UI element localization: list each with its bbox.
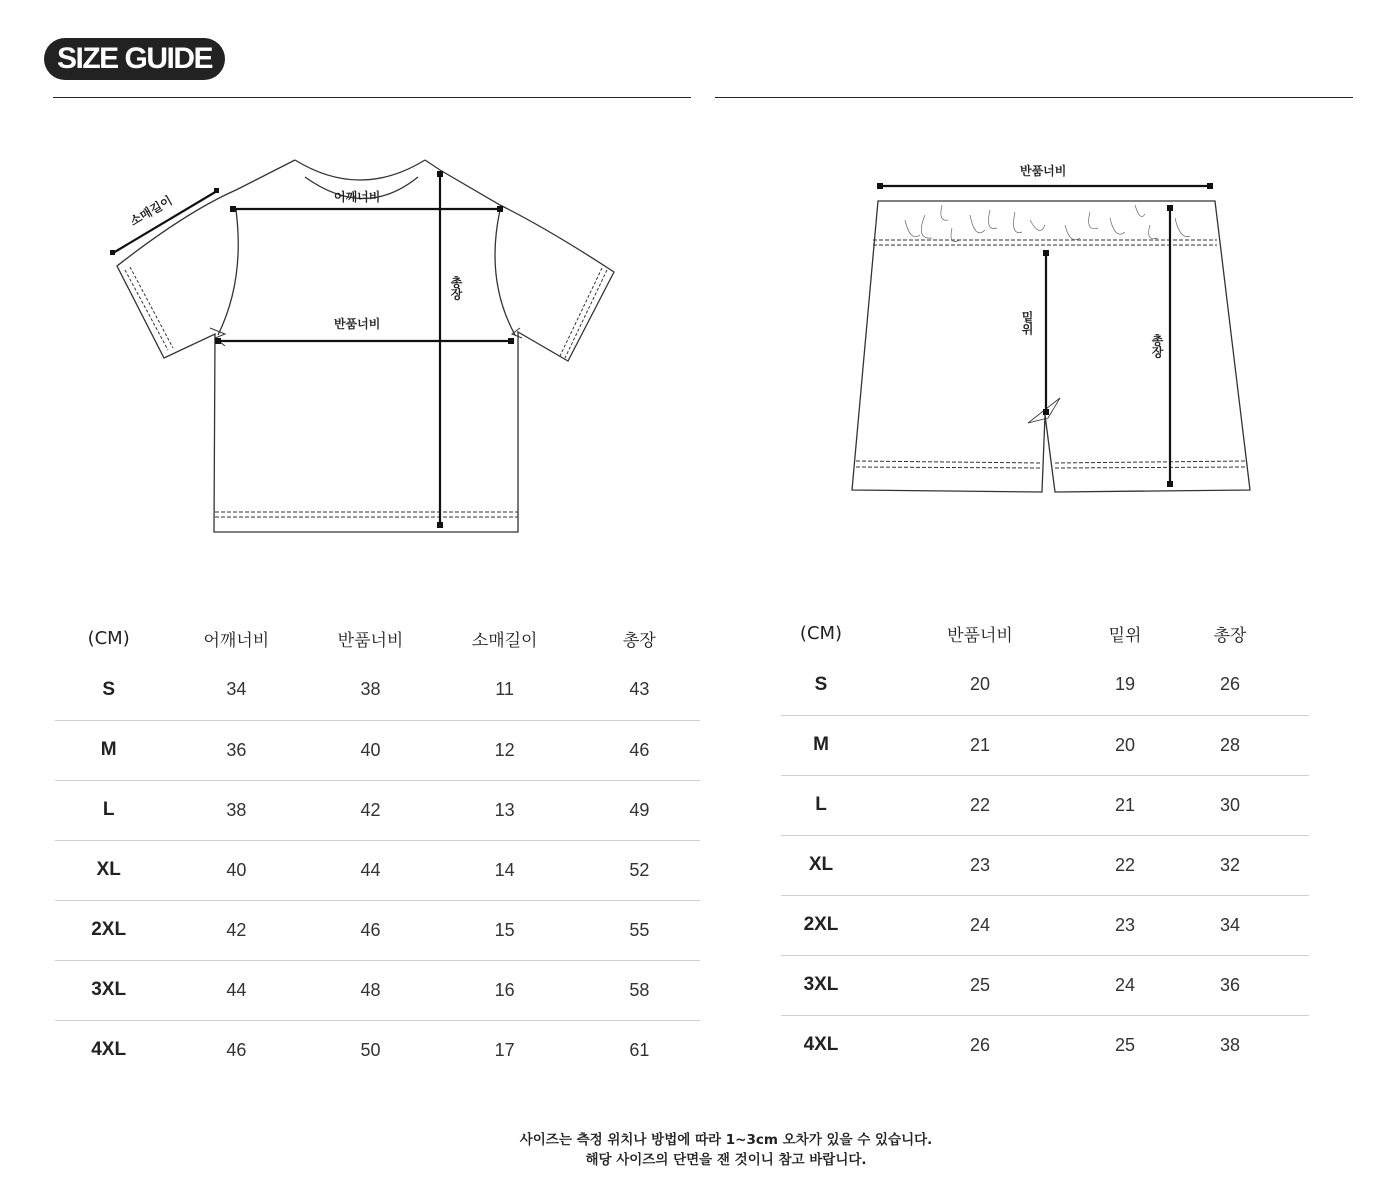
size-cell: L	[102, 799, 115, 820]
size-cell: 2XL	[91, 919, 127, 940]
shorts-size-table	[781, 611, 1309, 1075]
size-guide-badge: SIZE GUIDE	[44, 38, 225, 80]
table-row	[55, 900, 700, 960]
value-cell: 32	[1219, 854, 1241, 875]
value-cell: 49	[629, 799, 650, 820]
size-cell: S	[814, 673, 828, 695]
note-line-2: 해당 사이즈의 단면을 잰 것이니 참고 바랍니다.	[585, 1152, 867, 1168]
value-cell: 24	[969, 914, 991, 935]
size-cell: 4XL	[803, 1034, 839, 1056]
value-cell: 46	[226, 1039, 247, 1060]
value-cell: 19	[1114, 674, 1136, 695]
value-cell: 42	[226, 919, 247, 940]
note-line-1: 사이즈는 측정 위치나 방법에 따라 1~3cm 오차가 있을 수 있습니다.	[519, 1132, 933, 1148]
value-cell: 13	[494, 799, 515, 820]
size-cell: 4XL	[91, 1039, 127, 1061]
size-cell: XL	[808, 854, 834, 875]
table-header-row	[781, 611, 1309, 655]
value-cell: 22	[1114, 854, 1136, 875]
value-cell: 52	[629, 859, 650, 880]
value-cell: 25	[1114, 1034, 1136, 1055]
rise-header: 밑위	[1108, 625, 1142, 646]
size-cell: M	[100, 739, 117, 760]
table-header-row	[55, 616, 700, 660]
size-cell: XL	[96, 859, 121, 880]
unit-header: (CM)	[87, 627, 130, 649]
length-header: 총장	[1213, 625, 1247, 646]
value-cell: 46	[360, 919, 381, 940]
value-cell: 38	[226, 799, 247, 820]
size-cell: 3XL	[803, 974, 839, 995]
value-cell: 55	[629, 919, 650, 940]
value-cell: 26	[1219, 674, 1241, 695]
shorts-outline	[852, 201, 1250, 492]
size-cell: S	[102, 678, 115, 700]
tshirt-outline	[117, 160, 614, 532]
value-cell: 50	[360, 1039, 381, 1060]
size-cell: L	[815, 794, 827, 815]
shorts-rise-label: 밑위	[1020, 311, 1034, 335]
table-row	[55, 1020, 700, 1080]
value-cell: 40	[360, 739, 381, 760]
value-cell: 15	[494, 919, 515, 940]
value-cell: 16	[494, 979, 515, 1000]
shoulder-header: 어깨너비	[203, 630, 270, 651]
value-cell: 38	[360, 679, 381, 700]
value-cell: 21	[969, 734, 991, 755]
value-cell: 23	[969, 854, 991, 875]
size-cell: M	[813, 734, 829, 755]
value-cell: 36	[226, 739, 247, 760]
value-cell: 26	[969, 1034, 991, 1055]
value-cell: 12	[494, 739, 515, 760]
value-cell: 48	[360, 979, 381, 1000]
value-cell: 21	[1114, 794, 1136, 815]
value-cell: 24	[1114, 974, 1136, 995]
value-cell: 36	[1219, 974, 1241, 995]
shorts-length-label: 총장	[1150, 334, 1164, 358]
value-cell: 23	[1114, 914, 1136, 935]
table-row	[781, 895, 1309, 955]
length-header: 총장	[622, 630, 656, 651]
value-cell: 44	[360, 859, 381, 880]
value-cell: 43	[629, 679, 650, 700]
value-cell: 25	[969, 974, 991, 995]
value-cell: 20	[969, 674, 991, 695]
value-cell: 34	[1219, 914, 1241, 935]
sleeve-length-label: 소매길이	[127, 193, 175, 229]
table-row	[55, 720, 700, 780]
value-cell: 11	[495, 679, 514, 700]
chest-width-label: 반품너비	[334, 317, 381, 331]
value-cell: 22	[969, 794, 991, 815]
table-row	[55, 780, 700, 840]
value-cell: 40	[226, 859, 247, 880]
shorts-width-label: 반품너비	[1020, 164, 1067, 178]
width-header: 반품너비	[947, 625, 1013, 646]
sleeve-header: 소매길이	[471, 630, 538, 651]
table-row	[781, 775, 1309, 835]
value-cell: 30	[1219, 794, 1241, 815]
table-row	[781, 955, 1309, 1015]
table-row	[781, 1015, 1309, 1075]
tshirt-length-label: 총장	[449, 276, 463, 300]
size-cell: 2XL	[803, 914, 839, 935]
chest-header: 반품너비	[337, 630, 404, 651]
value-cell: 38	[1219, 1034, 1241, 1055]
top-size-table	[55, 616, 700, 1080]
unit-header: (CM)	[799, 622, 843, 644]
value-cell: 17	[494, 1039, 515, 1060]
table-row	[781, 835, 1309, 895]
value-cell: 20	[1114, 734, 1136, 755]
value-cell: 46	[629, 739, 650, 760]
tshirt-measure-lines	[110, 171, 514, 528]
value-cell: 42	[360, 799, 381, 820]
measurement-note	[0, 1130, 1400, 1170]
shoulder-width-label: 어깨너비	[334, 190, 381, 204]
value-cell: 58	[629, 979, 650, 1000]
size-cell: 3XL	[91, 979, 127, 1000]
value-cell: 34	[226, 679, 247, 700]
value-cell: 44	[226, 979, 247, 1000]
table-row	[55, 660, 700, 720]
value-cell: 28	[1219, 734, 1241, 755]
table-row	[781, 655, 1309, 715]
value-cell: 14	[494, 859, 515, 880]
value-cell: 61	[629, 1039, 650, 1060]
table-row	[55, 840, 700, 900]
table-row	[781, 715, 1309, 775]
table-row	[55, 960, 700, 1020]
